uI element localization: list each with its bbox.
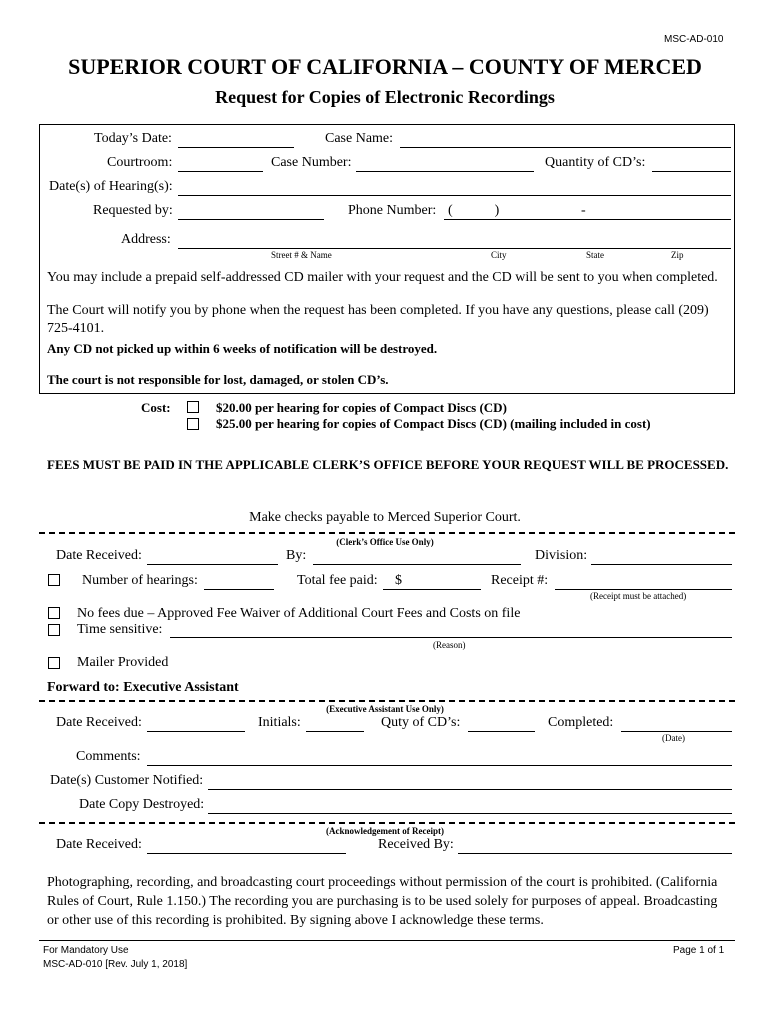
clerk-date-received-label: Date Received: — [56, 548, 142, 563]
clerk-date-received-field[interactable] — [147, 564, 278, 565]
hearing-dates-label: Date(s) of Hearing(s): — [49, 179, 173, 194]
clerk-divider — [39, 532, 735, 534]
recording-disclaimer: Photographing, recording, and broadcasting court proceedings without permission of the court is prohibited. (California Rules of Court, Rule 1.150.) The recording you are purchasing is to be used solely for purposes of appeal. Broadcasting or other use of this recording is prohibited. By signing above I acknowledge these terms. — [47, 875, 718, 928]
mailer-provided-checkbox[interactable] — [48, 657, 60, 669]
exec-date-received-label: Date Received: — [56, 715, 142, 730]
dollar-sign: $ — [395, 573, 402, 588]
time-sensitive-label: Time sensitive: — [77, 622, 163, 637]
notify-notice: The Court will notify you by phone when the request has been completed. If you have any questions, please call (209) 725-4101. — [47, 303, 709, 336]
total-fee-label: Total fee paid: — [297, 573, 378, 588]
forward-to: Forward to: Executive Assistant — [47, 680, 239, 695]
phone-dash: - — [581, 203, 586, 218]
address-zip-caption: Zip — [671, 250, 684, 260]
ack-divider — [39, 822, 735, 824]
cost-option2-checkbox[interactable] — [187, 418, 199, 430]
exec-divider — [39, 700, 735, 702]
comments-field[interactable] — [147, 765, 732, 766]
clerk-by-label: By: — [286, 548, 307, 563]
initials-field[interactable] — [306, 731, 364, 732]
footer-rule — [39, 940, 735, 941]
checks-payable: Make checks payable to Merced Superior Court. — [249, 510, 521, 525]
mailer-notice: You may include a prepaid self-addressed CD mailer with your request and the CD will be sent to you when completed. — [47, 270, 718, 285]
total-fee-field[interactable] — [383, 589, 481, 590]
completed-field[interactable] — [621, 731, 732, 732]
mailer-provided-label: Mailer Provided — [77, 655, 169, 670]
completed-date-caption: (Date) — [662, 733, 685, 743]
case-number-label: Case Number: — [271, 155, 352, 170]
todays-date-label: Today’s Date: — [94, 131, 172, 146]
clerk-by-field[interactable] — [313, 564, 521, 565]
ack-date-received-label: Date Received: — [56, 837, 142, 852]
no-fees-label: No fees due – Approved Fee Waiver of Additional Court Fees and Costs on file — [77, 606, 521, 621]
fees-notice: FEES MUST BE PAID IN THE APPLICABLE CLERK’S OFFICE BEFORE YOUR REQUEST WILL BE PROCESSED. — [47, 457, 729, 472]
phone-number-field[interactable] — [444, 219, 731, 220]
address-label: Address: — [121, 232, 171, 247]
cost-label: Cost: — [141, 400, 171, 415]
receipt-field[interactable] — [555, 589, 732, 590]
copy-destroyed-field[interactable] — [208, 813, 732, 814]
address-city-caption: City — [491, 250, 507, 260]
qty-cds-field[interactable] — [468, 731, 535, 732]
exec-date-received-field[interactable] — [147, 731, 245, 732]
case-name-label: Case Name: — [325, 131, 394, 146]
no-fees-checkbox[interactable] — [48, 607, 60, 619]
address-street-caption: Street # & Name — [271, 250, 332, 260]
time-sensitive-checkbox[interactable] — [48, 624, 60, 636]
receipt-label: Receipt #: — [491, 573, 549, 588]
footer-page-number: Page 1 of 1 — [673, 945, 725, 956]
qty-cds-label: Quty of CD’s: — [381, 715, 461, 730]
received-by-field[interactable] — [458, 853, 732, 854]
page-subtitle: Request for Copies of Electronic Recordings — [215, 87, 555, 107]
requested-by-label: Requested by: — [93, 203, 173, 218]
quantity-cds-label: Quantity of CD’s: — [545, 155, 646, 170]
phone-area-code: ( ) — [448, 203, 500, 218]
completed-label: Completed: — [548, 715, 614, 730]
responsible-notice: The court is not responsible for lost, damaged, or stolen CD’s. — [47, 372, 389, 387]
todays-date-field[interactable] — [178, 147, 294, 148]
destroyed-notice: Any CD not picked up within 6 weeks of notification will be destroyed. — [47, 341, 438, 356]
phone-number-label: Phone Number: — [348, 203, 437, 218]
time-sensitive-reason-field[interactable] — [170, 637, 732, 638]
cost-option2-label: $25.00 per hearing for copies of Compact Discs (CD) (mailing included in cost) — [216, 416, 651, 431]
quantity-cds-field[interactable] — [652, 171, 731, 172]
form-code: MSC-AD-010 — [664, 34, 724, 45]
clerk-header: (Clerk’s Office Use Only) — [336, 537, 434, 547]
address-field[interactable] — [178, 248, 731, 249]
cost-option1-checkbox[interactable] — [187, 401, 199, 413]
received-by-label: Received By: — [378, 837, 454, 852]
requested-by-field[interactable] — [178, 219, 324, 220]
hearing-dates-field[interactable] — [178, 195, 731, 196]
ack-header: (Acknowledgement of Receipt) — [326, 826, 444, 836]
comments-label: Comments: — [76, 749, 141, 764]
courtroom-label: Courtroom: — [107, 155, 173, 170]
case-name-field[interactable] — [400, 147, 731, 148]
receipt-note: (Receipt must be attached) — [590, 591, 687, 601]
initials-label: Initials: — [258, 715, 301, 730]
cost-option1-label: $20.00 per hearing for copies of Compact Discs (CD) — [216, 400, 507, 415]
customer-notified-field[interactable] — [208, 789, 732, 790]
footer-revision: MSC-AD-010 [Rev. July 1, 2018] — [43, 959, 188, 970]
num-hearings-field[interactable] — [204, 589, 274, 590]
page-title: SUPERIOR COURT OF CALIFORNIA – COUNTY OF MERCED — [68, 54, 702, 79]
ack-date-received-field[interactable] — [147, 853, 346, 854]
num-hearings-label: Number of hearings: — [82, 573, 198, 588]
customer-notified-label: Date(s) Customer Notified: — [50, 773, 204, 788]
division-field[interactable] — [591, 564, 732, 565]
address-state-caption: State — [586, 250, 604, 260]
case-number-field[interactable] — [356, 171, 534, 172]
exec-header: (Executive Assistant Use Only) — [326, 704, 444, 714]
courtroom-field[interactable] — [178, 171, 263, 172]
division-label: Division: — [535, 548, 588, 563]
footer-mandatory: For Mandatory Use — [43, 945, 129, 956]
reason-caption: (Reason) — [433, 640, 466, 650]
copy-destroyed-label: Date Copy Destroyed: — [79, 797, 205, 812]
num-hearings-checkbox[interactable] — [48, 574, 60, 586]
